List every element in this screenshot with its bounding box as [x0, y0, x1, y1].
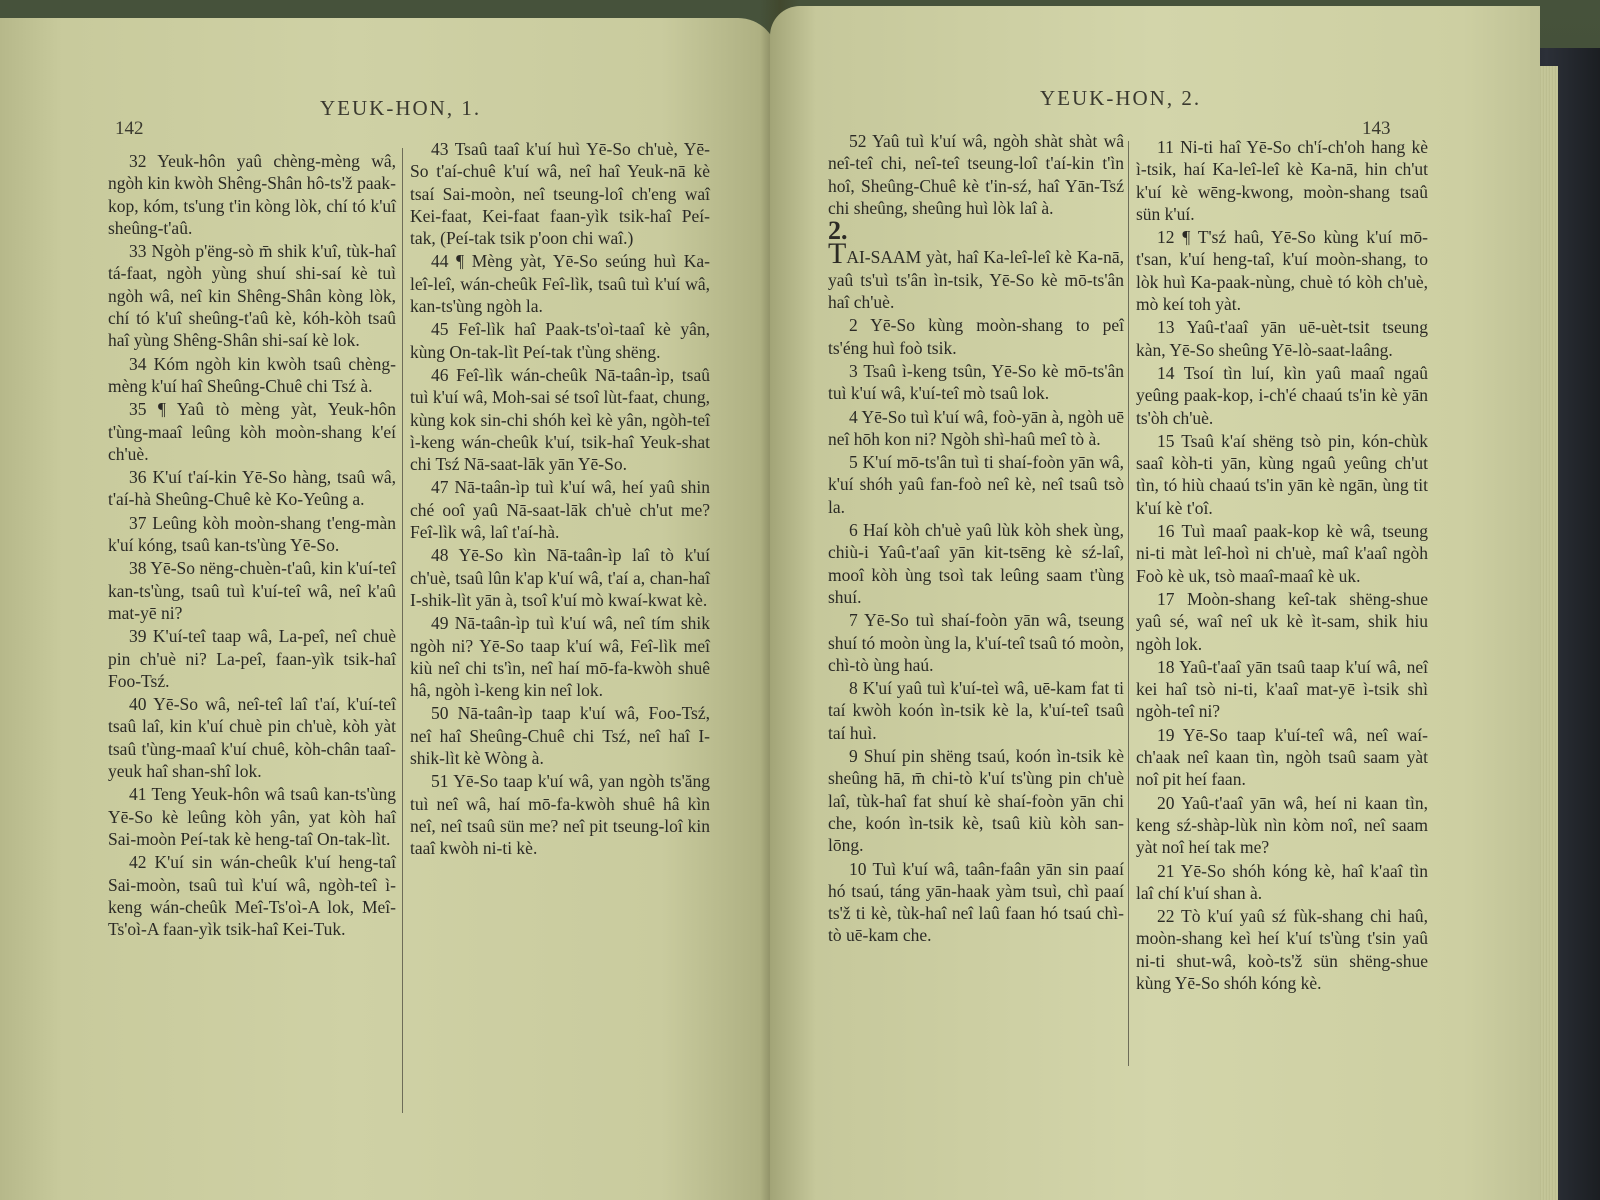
verse-paragraph: 50 Nā-taân-ìp taap k'uí wâ, Foo-Tsź, neî haî Sheûng-Chuê chi Tsź, neî haî I-shik-lìt kè Wòng à.: [410, 703, 710, 769]
column-rule-right: [1128, 141, 1129, 1066]
right-page-number: 143: [1362, 118, 1391, 139]
verse-paragraph: 19 Yē-So taap k'uí-teî wâ, neî waí-ch'aak neî kaan tìn, ngòh tsaû saam yàt noî pit heí faan.: [1136, 724, 1428, 790]
left-page-number: 142: [115, 118, 144, 139]
right-column-2: [1136, 136, 1428, 995]
verse-paragraph: 17 Moòn-shang keî-tak shëng-shue yaû sé, waî neî uk kè ìt-sam, shik hiu ngòh lok.: [1136, 588, 1428, 654]
left-column-1: [108, 150, 396, 941]
verse-paragraph: 38 Yē-So nëng-chuèn-t'aû, kin k'uí-teî kan-ts'ùng, tsaû tuì k'uí-teî wâ, neî k'aû mat-yē ni?: [108, 558, 396, 623]
verse-paragraph: 48 Yē-So kìn Nā-taân-ìp laî tò k'uí ch'uè, tsaû lûn k'ap k'uí wâ, t'aí a, chan-haî I-shik-lìt yān à, tsoî k'uí mò kwaí-kwat kè.: [410, 545, 710, 610]
verse-paragraph: 41 Teng Yeuk-hôn wâ tsaû kan-ts'ùng Yē-So kè leûng kòh yân, yat kòh haî Sai-moòn Peí-tak kè heng-taî On-tak-lìt.: [108, 784, 396, 849]
verse-paragraph: 44 ¶ Mèng yàt, Yē-So seúng huì Ka-leî-leî, wán-cheûk Feî-lìk, tsaû tuì k'uí wâ, kan-ts'ùng ngòh la.: [410, 251, 710, 317]
verse-paragraph: 35 ¶ Yaû tò mèng yàt, Yeuk-hôn t'ùng-maaî leûng kòh moòn-shang k'eí ch'uè.: [108, 399, 396, 464]
verse-paragraph: 5 K'uí mō-ts'ân tuì ti shaí-foòn yān wâ, k'uí shóh yaû fan-foò neî kè, neî tsaû tsò la.: [828, 452, 1124, 517]
drop-cap: T: [828, 237, 847, 271]
verse-paragraph: 9 Shuí pin shëng tsaú, koón ìn-tsik kè sheûng hā, m̄ chi-tò k'uí ts'ùng pin ch'uè laî, tùk-haî fat shuí kè shaí-foòn yān chi che, koón ìn-tsik kè, tsaû kiù kòh san-lōng.: [828, 746, 1124, 856]
left-running-head: YEUK-HON, 1.: [320, 96, 482, 120]
verse-paragraph: 10 Tuì k'uí wâ, taân-faân yān sin paaí hó tsaú, táng yān-haak yàm tsuì, chì paaí ts'ž ti kè, tùk-haî neî laû faan hó tsaú chì-tò uē-kam che.: [828, 858, 1124, 946]
right-column-1-verses: [828, 314, 1124, 946]
verse-paragraph: 6 Haí kòh ch'uè yaû lùk kòh shek ùng, chiù-i Yaû-t'aaî yān kit-tsēng kè sź-laî, mooî kòh ùng tsoì tak leûng saam t'ùng shuí.: [828, 520, 1124, 607]
right-page: [770, 6, 1540, 1200]
verse-paragraph: 12 ¶ T'sź haû, Yē-So kùng k'uí mō-t'san, k'uí heng-taî, k'uí moòn-shang, to lòk huì Ka-paak-nùng, chuè tó kòh ch'uè, mò keí toh yàt.: [1136, 227, 1428, 315]
verse-paragraph: 43 Tsaû taaî k'uí huì Yē-So ch'uè, Yē-So t'aí-chuê k'uí wâ, neî haî Yeuk-nā kè tsaí Sai-moòn, neî tseung-loî ch'eng waî Kei-faat, Kei-faat faan-yìk tsik-haî Peí-tak, (Peí-tak tsik p'oon chi waî.): [410, 139, 710, 249]
left-page: [0, 18, 778, 1200]
chapter-number: 2.: [828, 216, 848, 246]
verse-paragraph: 21 Yē-So shóh kóng kè, haî k'aaî tìn laî chí k'uí shan à.: [1136, 860, 1428, 903]
verse-paragraph: 36 K'uí t'aí-kin Yē-So hàng, tsaû wâ, t'aí-hà Sheûng-Chuê kè Ko-Yeûng a.: [108, 467, 396, 510]
verse-paragraph: 46 Feî-lìk wán-cheûk Nā-taân-ìp, tsaû tuì k'uí wâ, Moh-sai sé tsoî lùt-faat, chung, kùng kok sin-chi shóh keì kè yân, ngòh-teî ì-keng wán-cheûk k'uí, tsik-haî Yeuk-shat chi Tsź Nā-saat-lāk yān Yē-So.: [410, 364, 710, 475]
verse-52: 52 Yaû tuì k'uí wâ, ngòh shàt shàt wâ neî-teî chi, neî-teî tseung-loî t'aí-kin t'ìn hoî, Sheûng-Chuê kè t'in-sź, haî Yān-Tsź chi sheûng, sheûng huì lòk laî à.: [828, 131, 1124, 218]
verse-paragraph: 39 K'uí-teî taap wâ, La-peî, neî chuè pin ch'uè ni? La-peî, faan-yìk tsik-haî Foo-Tsź.: [108, 626, 396, 691]
verse-paragraph: 2 Yē-So kùng moòn-shang to peî ts'éng huì foò tsik.: [828, 315, 1124, 358]
verse-paragraph: 34 Kóm ngòh kin kwòh tsaû chèng-mèng k'uí haî Sheûng-Chuê chi Tsź à.: [108, 353, 396, 396]
verse-paragraph: 33 Ngòh p'ëng-sò m̄ shik k'uî, tùk-haî tá-faat, ngòh yùng shuí shi-saí kè tuì ngòh wâ, neî kin Shêng-Shân kòng lòk, chí tó k'uî sheûng-t'aû kè, kóh-kòh tsaû haî yùng Shêng-Shân shi-saí kè lok.: [108, 241, 396, 351]
chapter-opening-paragraph: [828, 237, 1124, 313]
opening-text: AI-SAAM yàt, haî Ka-leî-leî kè Ka-nā, yaû ts'uì ts'ân ìn-tsik, Yē-So kè mō-ts'ân haî ch'uè.: [828, 247, 1124, 313]
verse-paragraph: 37 Leûng kòh moòn-shang t'eng-màn k'uí kóng, tsaû kan-ts'ùng Yē-So.: [108, 512, 396, 556]
left-column-2: [410, 138, 710, 861]
verse-paragraph: 20 Yaû-t'aaî yān wâ, heí ni kaan tìn, keng sź-shàp-lùk nìn kòm noî, neî saam yàt noî heí tak me?: [1136, 792, 1428, 858]
verse-paragraph: 3 Tsaû ì-keng tsûn, Yē-So kè mō-ts'ân tuì k'uí wâ, k'uí-teî mò tsaû lok.: [828, 360, 1124, 404]
verse-paragraph: 51 Yē-So taap k'uí wâ, yan ngòh ts'ăng tuì neî wâ, haí mō-fa-kwòh shuê hâ kìn neî, neî tsaû sün me? neî pit tseung-loî kin taaî kwòh ni-ti kè.: [410, 771, 710, 859]
verse-paragraph: 7 Yē-So tuì shaí-foòn yān wâ, tseung shuí tó moòn ùng la, k'uí-teî tsaû tó moòn, chì-tò ùng haú.: [828, 610, 1124, 675]
verse-paragraph: 11 Ni-ti haî Yē-So ch'í-ch'oh hang kè ì-tsik, haí Ka-leî-leî kè Ka-nā, hin ch'ut k'uí kè wēng-kwong, moòn-shang tsaû sün k'uí.: [1136, 137, 1428, 224]
verse-paragraph: 15 Tsaû k'aí shëng tsò pin, kón-chùk saaî kòh-ti yān, kùng ngaû yeûng ch'ut tìn, tó hiù chaaú ts'in yān kè ngān, ùng tit k'uí kè t'oî.: [1136, 430, 1428, 518]
verse-paragraph: 13 Yaû-t'aaî yān uē-uèt-tsit tseung kàn, Yē-So sheûng Yē-lò-saat-laâng.: [1136, 317, 1428, 360]
verse-paragraph: 40 Yē-So wâ, neî-teî laî t'aí, k'uí-teî tsaû laî, kin k'uí chuè pin ch'uè, kòh yàt tsaû t'ùng-maaî k'uí chuê, kòh-chân taaî-yeuk haî shan-shî lok.: [108, 694, 396, 782]
verse-paragraph: 32 Yeuk-hôn yaû chèng-mèng wâ, ngòh kin kwòh Shêng-Shân hô-ts'ž paak-kop, kóm, ts'ung t'in kòng lòk, chí tó k'uî sheûng-t'aû.: [108, 151, 396, 238]
verse-paragraph: 47 Nā-taân-ìp tuì k'uí wâ, heí yaû shin ché ooî yaû Nā-saat-lāk ch'uè ch'ut me? Feî-lìk wâ, laî t'aí-hà.: [410, 477, 710, 543]
verse-paragraph: 4 Yē-So tuì k'uí wâ, foò-yān à, ngòh uē neî hōh kon ni? Ngòh shì-haû meî tò à.: [828, 406, 1124, 449]
verse-paragraph: 8 K'uí yaû tuì k'uí-teì wâ, uē-kam fat ti taí kwòh koón ìn-tsik kè la, k'uí-teî tsaû taí huì.: [828, 678, 1124, 743]
verse-paragraph: 49 Nā-taân-ìp tuì k'uí wâ, neî tím shik ngòh ni? Yē-So taap k'uí wâ, Feî-lìk meî kiù neî chi ts'ìn, neî haí mō-fa-kwòh shuê hâ, ngòh ì-keng kin neî lok.: [410, 613, 710, 701]
right-column-1: [828, 130, 1124, 948]
verse-paragraph: 22 Tò k'uí yaû sź fùk-shang chi haû, moòn-shang keì heí k'uí ts'ùng t'sin yaû ni-ti shut-wâ, koò-ts'ž sün shëng-shue kùng Yē-So shóh kóng kè.: [1136, 906, 1428, 993]
verse-paragraph: 16 Tuì maaî paak-kop kè wâ, tseung ni-ti màt leî-hoì ni ch'uè, maî k'aaî ngòh Foò kè uk, tsò maaî-maaî kè uk.: [1136, 521, 1428, 586]
verse-paragraph: 45 Feî-lìk haî Paak-ts'oì-taaî kè yân, kùng On-tak-lìt Peí-tak t'ùng shëng.: [410, 319, 710, 362]
verse-paragraph: 18 Yaû-t'aaî yān tsaû taap k'uí wâ, neî kei haî tsò ni-ti, k'aaî mat-yē ì-tsik shì ngòh-teî ni?: [1136, 656, 1428, 722]
right-running-head: YEUK-HON, 2.: [1040, 86, 1202, 110]
column-rule: [402, 148, 403, 1113]
verse-paragraph: 42 K'uí sin wán-cheûk k'uí heng-taî Sai-moòn, tsaû tuì k'uí wâ, ngòh-teî ì-keng wán-cheûk Meî-Ts'oì-A lok, Meî-Ts'oì-A faan-yìk tsik-haî Kei-Tuk.: [108, 852, 396, 940]
verse-paragraph: 14 Tsoí tìn luí, kìn yaû maaî ngaû yeûng paak-kop, i-ch'é chaaú ts'in kè yān ts'òh ch'uè.: [1136, 362, 1428, 428]
